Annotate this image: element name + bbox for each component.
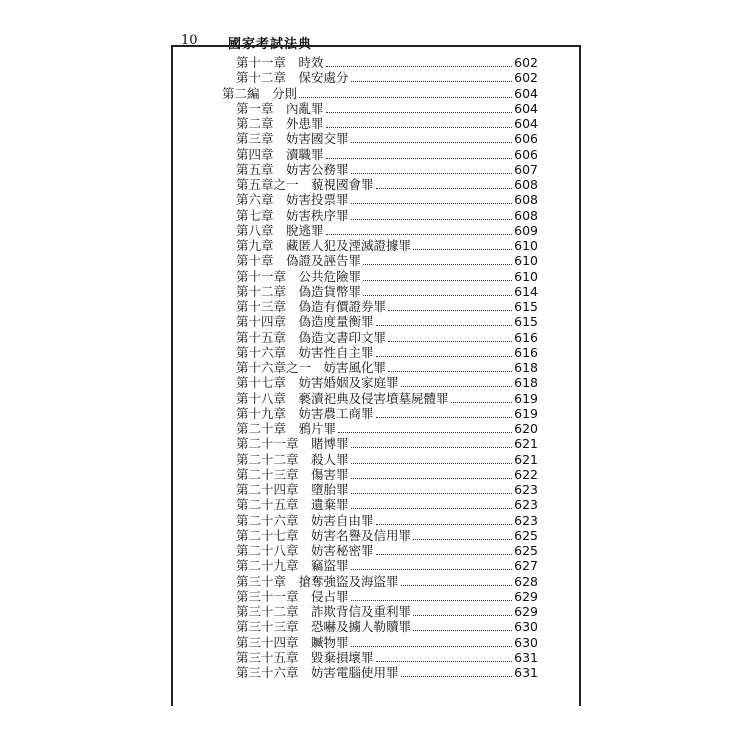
toc-entry [236, 574, 538, 589]
toc-entry-page: 615 [514, 314, 538, 330]
dot-leader [299, 96, 512, 98]
toc-entry [236, 253, 538, 268]
toc-entry [222, 86, 538, 101]
toc-entry-label: 第三十五章 毀棄損壞罪 [236, 649, 374, 665]
toc-entry-label: 第三章 妨害國交罪 [236, 131, 349, 147]
toc-entry-page: 622 [514, 466, 538, 482]
toc-entry-label: 第二十五章 遺棄罪 [236, 497, 349, 513]
toc-entry-page: 619 [514, 390, 538, 406]
toc-entry-page: 608 [514, 177, 538, 192]
toc-entry-page: 604 [514, 100, 538, 116]
toc-entry-label: 第十六章之一 妨害風化罪 [236, 360, 387, 375]
toc-entry-page: 621 [514, 451, 538, 467]
toc-entry [236, 314, 538, 329]
dot-leader [363, 263, 512, 265]
toc-entry [236, 223, 538, 238]
toc-entry-label: 第五章 妨害公務罪 [236, 161, 349, 177]
toc-entry [236, 70, 538, 85]
dot-leader [351, 507, 513, 509]
toc-entry-page: 608 [514, 207, 538, 223]
toc-entry-page: 621 [514, 436, 538, 452]
toc-entry-page: 628 [514, 573, 538, 589]
toc-entry [236, 299, 538, 314]
dot-leader [376, 523, 513, 525]
toc-entry-label: 第二十九章 竊盜罪 [236, 558, 349, 574]
toc-entry [236, 482, 538, 497]
toc-entry-label: 第十二章 偽造貨幣罪 [236, 283, 362, 299]
dot-leader [401, 584, 513, 586]
toc-entry-page: 619 [514, 405, 538, 421]
toc-entry [236, 269, 538, 284]
toc-entry [236, 406, 538, 421]
toc-entry-label: 第三十二章 詐欺背信及重利罪 [236, 604, 412, 619]
toc-entry [236, 513, 538, 528]
dot-leader [388, 370, 512, 372]
dot-leader [376, 416, 513, 418]
toc-entry [236, 360, 538, 375]
toc-entry [236, 543, 538, 558]
toc-entry-page: 615 [514, 299, 538, 314]
dot-leader [351, 141, 513, 143]
toc-entry [236, 147, 538, 162]
dot-leader [351, 172, 513, 174]
dot-leader [351, 599, 513, 601]
toc-entry [236, 528, 538, 543]
toc-entry-label: 第一章 內亂罪 [236, 100, 324, 116]
toc-entry [236, 131, 538, 146]
toc-entry-label: 第十一章 公共危險罪 [236, 268, 362, 284]
toc-entry-page: 614 [514, 283, 538, 299]
dot-leader [376, 553, 513, 555]
toc-entry-label: 第三十一章 侵占罪 [236, 588, 349, 604]
toc-entry [236, 208, 538, 223]
dot-leader [326, 65, 513, 67]
toc-entry-label: 第二十八章 妨害秘密罪 [236, 543, 374, 558]
dot-leader [376, 324, 513, 326]
toc-entry-label: 第十七章 妨害婚姻及家庭罪 [236, 375, 399, 391]
toc-entry-page: 609 [514, 222, 538, 238]
toc-entry-label: 第二十四章 墮胎罪 [236, 482, 349, 497]
toc-entry-label: 第十五章 偽造文書印文罪 [236, 329, 387, 345]
toc-entry-label: 第二十一章 賭博罪 [236, 436, 349, 452]
toc-entry-label: 第十九章 妨害農工商罪 [236, 405, 374, 421]
toc-entry [236, 650, 538, 665]
toc-entry [236, 635, 538, 650]
toc-entry-page: 616 [514, 344, 538, 360]
toc-entry [236, 467, 538, 482]
toc-entry [236, 436, 538, 451]
toc-entry [236, 238, 538, 253]
toc-entry-label: 第十六章 妨害性自主罪 [236, 344, 374, 360]
toc-entry-page: 625 [514, 543, 538, 558]
toc-entry [236, 452, 538, 467]
toc-entry-label: 第二十章 鴉片罪 [236, 421, 337, 436]
toc-entry-page: 608 [514, 192, 538, 208]
toc-entry [236, 497, 538, 512]
dot-leader [376, 660, 513, 662]
dot-leader [326, 111, 513, 113]
dot-leader [363, 294, 512, 296]
toc-entry [236, 345, 538, 360]
toc-entry-label: 第十二章 保安處分 [236, 70, 349, 86]
toc-entry-label: 第二十二章 殺人罪 [236, 451, 349, 467]
dot-leader [351, 218, 513, 220]
toc-entry [236, 162, 538, 177]
toc-entry-page: 623 [514, 497, 538, 513]
toc-entry-page: 604 [514, 116, 538, 131]
toc-entry [236, 101, 538, 116]
dot-leader [413, 538, 512, 540]
dot-leader [326, 157, 513, 159]
toc-entry [236, 116, 538, 131]
toc-entry-page: 606 [514, 131, 538, 147]
toc-entry-label: 第五章之一 藐視國會罪 [236, 177, 374, 192]
toc-entry-page: 607 [514, 161, 538, 177]
dot-leader [326, 126, 513, 128]
toc-entry [236, 604, 538, 619]
toc-entry-label: 第三十六章 妨害電腦使用罪 [236, 665, 399, 680]
dot-leader [351, 80, 513, 82]
toc-entry-page: 629 [514, 604, 538, 619]
toc-entry-page: 610 [514, 268, 538, 284]
toc-entry-label: 第四章 瀆職罪 [236, 146, 324, 162]
dot-leader [388, 340, 512, 342]
toc-entry-page: 631 [514, 649, 538, 665]
toc-entry-page: 602 [514, 55, 538, 70]
dot-leader [326, 233, 513, 235]
toc-entry-label: 第二編 分則 [222, 85, 298, 101]
toc-entry-page: 602 [514, 70, 538, 86]
dot-leader [351, 492, 513, 494]
toc-entry [236, 391, 538, 406]
toc-entry [236, 558, 538, 573]
toc-entry [236, 421, 538, 436]
toc-entry-page: 630 [514, 619, 538, 635]
toc-entry-label: 第二十三章 傷害罪 [236, 466, 349, 482]
book-title: 國家考試法典 [228, 37, 313, 52]
toc-entry-page: 625 [514, 527, 538, 543]
toc-entry-label: 第二十七章 妨害名譽及信用罪 [236, 527, 412, 543]
page-number: 10 [181, 33, 198, 48]
toc-entry-page: 623 [514, 512, 538, 528]
toc-entry [236, 55, 538, 70]
dot-leader [351, 446, 513, 448]
toc-entry-page: 627 [514, 558, 538, 574]
toc-entry [236, 330, 538, 345]
toc-entry-page: 630 [514, 634, 538, 650]
toc-entry [236, 284, 538, 299]
toc-entry-page: 606 [514, 146, 538, 162]
dot-leader [351, 477, 513, 479]
toc-entry-label: 第十四章 偽造度量衡罪 [236, 314, 374, 330]
toc-entry-page: 618 [514, 360, 538, 375]
toc-entry-label: 第十一章 時效 [236, 55, 324, 70]
toc-entry-label: 第六章 妨害投票罪 [236, 192, 349, 208]
dot-leader [363, 279, 512, 281]
toc-entry-label: 第三十章 搶奪強盜及海盜罪 [236, 573, 399, 589]
dot-leader [401, 675, 513, 677]
toc-entry-label: 第十三章 偽造有價證券罪 [236, 299, 387, 314]
dot-leader [351, 202, 513, 204]
toc-entry-page: 604 [514, 85, 538, 101]
dot-leader [401, 385, 513, 387]
toc-entry-label: 第三十三章 恐嚇及擄人勒贖罪 [236, 619, 412, 635]
dot-leader [388, 309, 512, 311]
dot-leader [338, 431, 512, 433]
toc-entry-page: 618 [514, 375, 538, 391]
toc-entry-label: 第三十四章 贓物罪 [236, 634, 349, 650]
dot-leader [376, 355, 513, 357]
toc-entry [236, 375, 538, 390]
toc-entry-label: 第十八章 褻瀆祀典及侵害墳墓屍體罪 [236, 390, 449, 406]
toc-entry-page: 610 [514, 238, 538, 253]
toc-entry [236, 589, 538, 604]
dot-leader [413, 614, 512, 616]
toc-entry-page: 610 [514, 253, 538, 269]
dot-leader [351, 568, 513, 570]
toc-entry-label: 第二十六章 妨害自由罪 [236, 512, 374, 528]
toc-entry-label: 第十章 偽證及誣告罪 [236, 253, 362, 269]
toc-entry-page: 616 [514, 329, 538, 345]
dot-leader [413, 248, 512, 250]
toc-entry [236, 665, 538, 680]
toc-entry-page: 629 [514, 588, 538, 604]
dot-leader [376, 187, 513, 189]
toc-entry-page: 620 [514, 421, 538, 436]
toc-entry-label: 第七章 妨害秩序罪 [236, 207, 349, 223]
toc-entry-label: 第二章 外患罪 [236, 116, 324, 131]
toc-entry [236, 619, 538, 634]
toc-entry-label: 第八章 脫逃罪 [236, 222, 324, 238]
toc-entry-page: 623 [514, 482, 538, 497]
toc-entry [236, 177, 538, 192]
dot-leader [351, 462, 513, 464]
dot-leader [413, 629, 512, 631]
toc-entry-page: 631 [514, 665, 538, 680]
dot-leader [451, 401, 513, 403]
toc-entry [236, 192, 538, 207]
toc-entry-label: 第九章 藏匿人犯及湮滅證據罪 [236, 238, 412, 253]
dot-leader [351, 645, 513, 647]
